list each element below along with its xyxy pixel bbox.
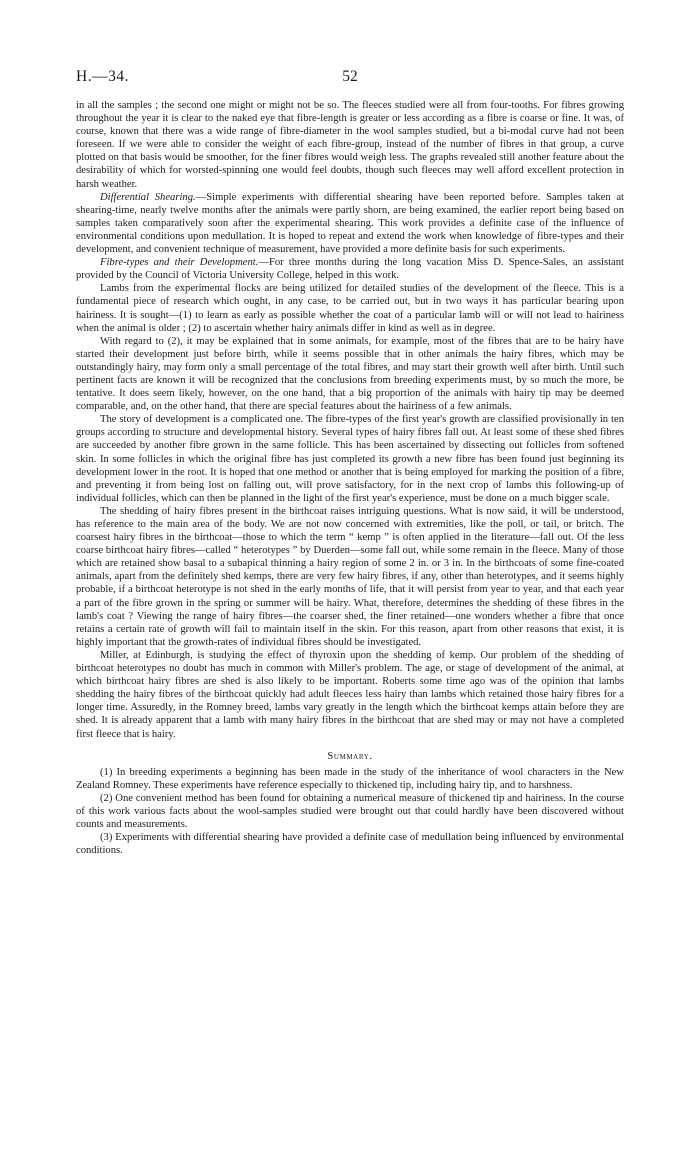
paragraph — [76, 191, 624, 256]
page-header — [76, 68, 624, 90]
section-subheading: Fibre-types and their Development. — [100, 257, 259, 269]
paragraph-text: With regard to (2), it may be explained that in some animals, for example, most of the fibres that are to be hairy have started their development just before birth, while it seems possible that in other animals the hairy fibres, which may be outstandingly hairy, may form only a small percentage of the total fibres, and may start their growth well after birth. Until such pertinent facts are known it will be recognized that the conclusions from breeding experiments must, by so much the more, be tentative. It does seem likely, however, on the one hand, that a big proportion of the animals with hairy tip may be deemed comparable, and, on the other hand, that there are special features about the hairiness of a few animals. — [76, 335, 624, 413]
paragraph — [76, 282, 624, 334]
paragraph-text: The shedding of hairy fibres present in the birthcoat raises intriguing questions. What is now said, it will be understood, has reference to the main area of the body. We are not now concerned with extremities, like the poll, or tail, or britch. The coarsest hairy fibres in the birthcoat—those to which the term “ kemp ” is often applied in the literature—fall out. Of the less coarse birthcoat hairy fibres—called “ heterotypes ” by Duerden—some fall out, while some remain in the fleece. Many of those which are retained show basal to a subapical thinning a hairy region of some 2 in. or 3 in. In the birthcoats of some fine-coated animals, apart from the definitely shed kemps, there are very few hairy fibres, if any, other than heterotypes, and it seems highly probable, if a birthcoat heterotype is not shed in the early months of life, that it will persist from year to year, and that each year a part of the fibre grown in the spring or summer will be hairy. What, therefore, determines the shedding of these fibres in the lamb's coat ? Viewing the range of hairy fibres—the coarser shed, the finer retained—one wonders whether a fibre that once retains a certain rate of growth will fail to maintain itself in the skin. For this reason, apart from other reasons that exist, it is highly important that the growth-rates of individual fibres should be investigated. — [76, 505, 624, 648]
paragraph-text: —Simple experiments with differential shearing have been reported before. Samples taken at shearing-time, nearly twelve months after the animals were partly shorn, are being examined, the earlier report being based on samples taken comparatively soon after the experimental shearing. This work provides a definite case of the influence of environmental conditions upon medullation. It is hoped to repeat and extend the work when knowledge of fibre-types and their development, and convenient technique of measurement, have provided a more definite basis for such experiments. — [76, 191, 624, 256]
body-text — [76, 99, 624, 857]
section-subheading: Differential Shearing. — [100, 191, 196, 203]
paragraph-text: —For three months during the long vacation Miss D. Spence-Sales, an assistant provided by the Council of Victoria University College, helped in this work. — [76, 257, 624, 282]
paragraph — [76, 649, 624, 741]
paragraph-text: Lambs from the experimental flocks are being utilized for detailed studies of the development of the fleece. This is a fundamental piece of research which ought, in any case, to be carried out, but in two ways it has particular bearing upon hairiness. It is sought—(1) to learn as early as possible whether the coat of a particular lamb will or will not lead to hairiness when the animal is older ; (2) to ascertain whether hairy animals differ in kind as well as in degree. — [76, 283, 624, 334]
document-code: H.—34. — [76, 68, 129, 85]
paragraph-text: in all the samples ; the second one might or might not be so. The fleeces studied were all from four-tooths. For fibres growing throughout the year it is clear to the naked eye that fibre-length is greater or less according as a fibre is coarse or fine. It was, of course, known that there was a wide range of fibre-diameter in the wool samples studied, but a bi-modal curve had not been foreseen. If we were able to consider the weight of each fibre-group, instead of the number of fibres in that group, a curve plotted on that basis would be smoother, for the finer fibres would weigh less. The graphs revealed still another feature about the desirability of which for worsted-spinning one would feel doubts, though such fleeces may well afford excellent protection in harsh weather. — [76, 100, 624, 190]
paragraph — [76, 413, 624, 505]
summary-item: (2) One convenient method has been found for obtaining a numerical measure of thickened tip and hairiness. In the course of this work various facts about the wool-samples studied were brought out that could hardly have been discovered without counts and measurements. — [76, 792, 624, 831]
paragraph-text: Miller, at Edinburgh, is studying the effect of thyroxin upon the shedding of kemp. Our problem of the shedding of birthcoat heterotypes no doubt has much in common with Miller's problem. The age, or stage of development of the animal, at which birthcoat hairy fibres are shed is also likely to be important. Roberts some time ago was of the opinion that lambs shedding the hairy fibres of the birthcoat quickly had adult fleeces less hairy than lambs which retained those hairy fibres for a longer time. Assuredly, in the Romney breed, lambs vary greatly in the length which the birthcoat kemps attain before they are shed. It is already apparent that a lamb with many hairy fibres in the birthcoat that are shed may or may not have a completed first fleece that is hairy. — [76, 649, 624, 740]
paragraph — [76, 505, 624, 649]
page-number: 52 — [342, 68, 358, 85]
paragraph — [76, 99, 624, 191]
summary-item: (3) Experiments with differential shearing have provided a definite case of medullation being influenced by environmental conditions. — [76, 832, 624, 857]
paragraph — [76, 256, 624, 282]
paragraph-text: The story of development is a complicated one. The fibre-types of the first year's growth are classified provisionally in ten groups according to structure and developmental history. Several types of hairy fibres fall out. At least some of these shed fibres are succeeded by another fibre grown in the same follicle. This has been ascertained by dissecting out follicles from softened skin. In some follicles in which the original fibre has just completed its growth a new fibre has been found just beginning its development lower in the root. It is hoped that one method or another that is being employed for marking the position of a fibre, and preventing it from being lost on falling out, will prove satisfactory, for in the next crop of lambs this following-up of individual follicles, which can then be planned in the light of the first year's experience, must be done on a much bigger scale. — [76, 414, 624, 504]
summary-item: (1) In breeding experiments a beginning has been made in the study of the inheritance of wool characters in the New Zealand Romney. These experiments have reference especially to thickened tip, including hairy tip, and to harshness. — [76, 766, 624, 791]
paragraph — [76, 335, 624, 414]
summary-heading: Summary. — [327, 750, 373, 762]
